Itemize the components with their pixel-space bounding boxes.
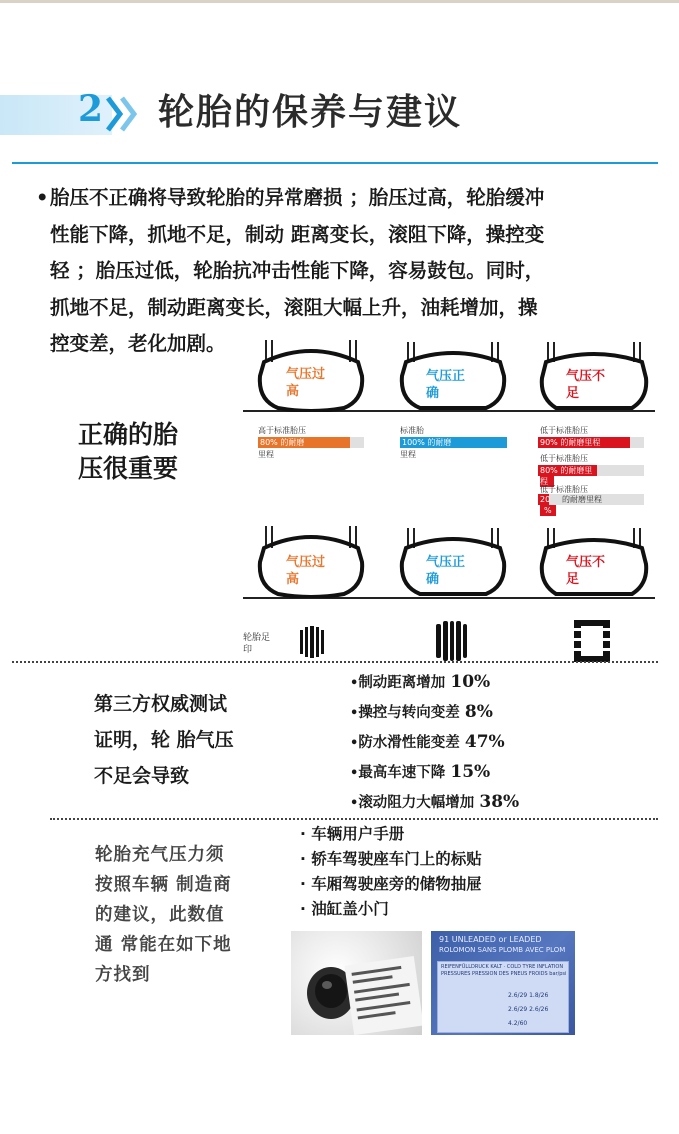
test-result-item: •制动距离增加 10% — [350, 672, 491, 692]
intro-line: 控变差，老化加剧。 — [50, 332, 226, 355]
placard-table: REIFENFÜLLDRUCK KALT · COLD TYRE INFLATION PRESSURES PRESSION DES PNEUS FROIDS bar/psi 2.6/29 1.8/26 2.6/29 2.6/26 4.2/60 — [437, 961, 569, 1033]
location-item: · 轿车驾驶座车门上的标贴 — [300, 850, 482, 868]
section-divider — [50, 818, 658, 820]
location-item: · 车厢驾驶座旁的储物抽屉 — [300, 875, 482, 893]
tire-over-inflated — [256, 338, 366, 412]
tire-caption: 气压过 高 — [286, 367, 326, 399]
location-item: · 油缸盖小门 — [300, 900, 389, 918]
tire-under-inflated — [538, 340, 650, 412]
intro-line: 胎压不正确将导致轮胎的异常磨损 ；胎压过高，轮胎缓冲 — [50, 186, 545, 209]
fuel-cap-photo — [291, 931, 422, 1035]
intro-paragraph — [36, 180, 626, 363]
double-chevron-icon — [104, 92, 140, 136]
intro-line: 抓地不足，制动距离变长，滚阻大幅上升，油耗增加，操 — [50, 295, 538, 319]
pressure-importance-label: 正确的胎 压很重要 — [78, 420, 179, 483]
tire-caption: 气压正 确 — [426, 369, 466, 401]
section-number: 2 — [78, 88, 104, 130]
tire-over-inflated — [256, 524, 366, 598]
footprint-over-icon — [294, 624, 330, 660]
tire-placard-photo: 91 UNLEADED or LEADED ROLOMON SANS PLOMB AVEC PLOM REIFENFÜLLDRUCK KALT · COLD TYRE INFLATION PRESSURES PRESSION DES PNEUS FROIDS bar/psi 2.6/29 1.8/26 2.6/29 2.6/26 4.2/60 — [431, 931, 575, 1035]
tire-caption: 气压正 确 — [426, 555, 466, 587]
fuel-cap-image — [291, 931, 422, 1035]
test-result-item: •最高车速下降 15% — [350, 762, 491, 782]
test-results-list — [350, 668, 519, 818]
section-title: 轮胎的保养与建议 — [158, 92, 463, 133]
tire-caption: 气压不 足 — [566, 555, 606, 587]
bullet: • — [36, 186, 49, 209]
footprint-under-icon — [572, 618, 612, 664]
tire-correct — [398, 526, 508, 598]
footprint-correct-icon — [434, 620, 468, 662]
test-section-label: 第三方权威测试 证明，轮 胎气压 不足会导致 — [94, 693, 234, 787]
intro-line: 轻 ；胎压过低，轮胎抗冲击性能下降，容易鼓包。同时， — [50, 259, 545, 282]
test-result-item: •防水滑性能变差 47% — [350, 732, 505, 752]
test-result-item: •滚动阻力大幅增加 38% — [350, 792, 520, 812]
tire-under-inflated — [538, 526, 650, 598]
footprint-label: 轮胎足 印 — [243, 633, 271, 655]
tire-correct — [398, 340, 508, 412]
tire-caption: 气压过 高 — [286, 555, 326, 587]
tire-caption: 气压不 足 — [566, 369, 606, 401]
test-result-item: •操控与转向变差 8% — [350, 702, 493, 722]
title-underline — [12, 162, 658, 164]
location-item: · 车辆用户手册 — [300, 825, 405, 843]
section-divider — [12, 661, 658, 663]
top-border — [0, 0, 679, 3]
location-list — [300, 822, 482, 922]
intro-line: 性能下降，抓地不足，制动 距离变长，滚阻下降，操控变 — [50, 222, 545, 246]
location-section-label: 轮胎充气压力须 按照车辆 制造商 的建议，此数值 通 常能在如下地 方找到 — [95, 845, 232, 985]
